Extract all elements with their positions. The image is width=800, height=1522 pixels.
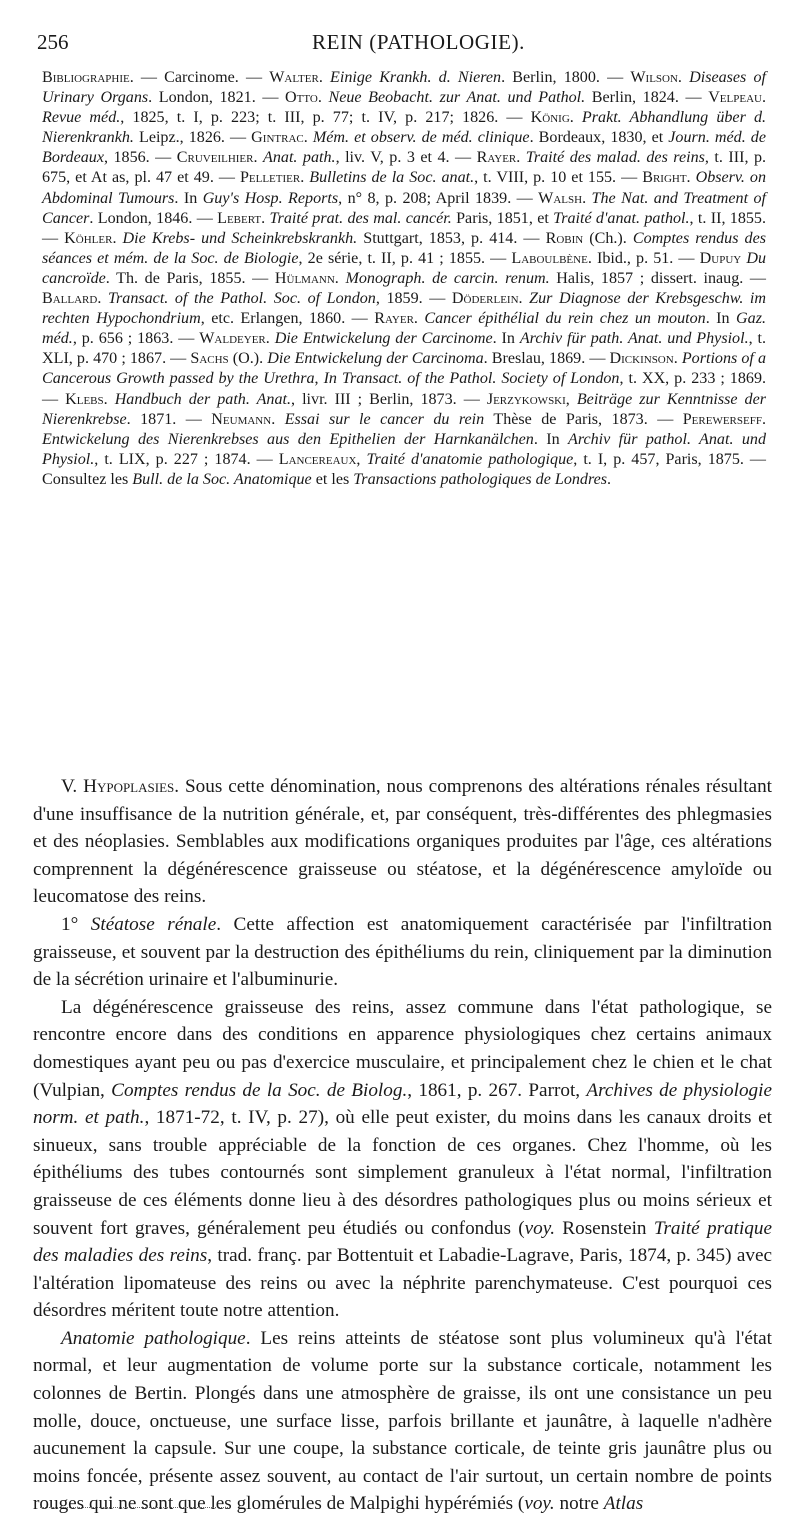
bibliography-text: Paris, 1851, et: [451, 209, 554, 227]
bibliography-text: . In: [492, 330, 520, 348]
bibliography-author: König: [530, 109, 570, 127]
bibliography-author: Döderlein: [451, 290, 519, 308]
bibliography-text: ,: [565, 390, 577, 408]
bibliography-text: , 1859. —: [375, 290, 452, 308]
bibliography-title: Transactions pathologiques de Londres: [353, 470, 608, 488]
bibliography-text: .: [261, 209, 270, 227]
bibliography-title: Cancer épithélial du rein chez un mouton: [424, 310, 706, 328]
bibliography-text: , liv. V, p. 3 et 4. —: [335, 149, 477, 167]
subsection-heading: Anatomie pathologique: [61, 1327, 246, 1349]
bibliography-text: . In: [533, 430, 568, 448]
bibliography-title: Entwickelung des Nierenkrebses aus den Epithelien der Harnkanälchen: [42, 430, 534, 448]
bibliography-text: . In: [174, 189, 203, 207]
paragraph-text: , trad. franç. par Bottentuit et Labadie-Lagrave, Paris, 1874, p. 345) avec l'altération lipomateuse des reins ou avec la néphrite parenchymateuse. C'est pourquoi ces désordres méritent toute notre attention.: [33, 1245, 773, 1322]
bibliography-text: .: [677, 69, 690, 86]
subsection-number: 1°: [61, 913, 91, 935]
bibliography-author: Bright: [642, 169, 687, 187]
bibliography-title: Handbuch der path. Anat.: [114, 390, 292, 408]
bibliography-entry: [64, 230, 545, 247]
bibliography-text: . Ibid., p. 51. —: [587, 249, 700, 267]
bibliography-text: . In: [705, 310, 737, 328]
bibliography-text: . 1871. —: [126, 410, 212, 428]
bibliography-entry: [199, 330, 520, 347]
bibliography-title: Einige Krankh. d. Nieren: [330, 69, 502, 86]
bibliography-text: .: [112, 229, 123, 247]
bibliography-author: Ballard: [42, 290, 98, 308]
bibliography-text: .: [673, 350, 682, 368]
bibliography-title: Traité d'anatomie pathologique: [366, 450, 574, 468]
bibliography-author: Gintrac: [251, 129, 304, 147]
bibliography-title: Die Entwickelung der Carcinome: [274, 330, 493, 348]
bibliography-title: Die Krebs- und Scheinkrebskrankh.: [122, 229, 358, 247]
bibliography-entry: [217, 210, 553, 227]
bibliography-entry: [177, 149, 477, 166]
bibliography-title: Zur Diagnose der Krebsgeschw. im rechten Hypochondrium: [42, 290, 767, 328]
bibliography-title: Observ. on Abdominal Tumours: [42, 169, 767, 207]
bibliography-entry: [269, 69, 630, 86]
bibliography-text: (Ch.).: [583, 229, 633, 247]
bibliography-title: Bulletins de la Soc. anat.: [309, 169, 475, 187]
bibliography-text: , 1825, t. I, p. 223; t. III, p. 77; t. IV, p. 217; 1826. —: [120, 109, 531, 127]
bibliography-text: , t. XLI, p. 470 ; 1867. —: [42, 330, 767, 368]
bibliography-entry: [240, 169, 642, 186]
bibliography-entry: [374, 310, 736, 327]
subsection-heading: Stéatose rénale: [90, 913, 217, 935]
citation-title: Archives de physiologie norm. et path.: [33, 1079, 772, 1129]
bibliography-label: Bibliographie: [42, 69, 130, 86]
bibliography-text: .: [317, 89, 329, 107]
bibliography-title: Archiv für pathol. Anat. und Physiol.: [42, 430, 766, 468]
bibliography-text: Berlin, 1824. —: [585, 89, 709, 107]
bibliography-text: ,: [314, 370, 324, 388]
running-head: [37, 30, 780, 56]
bibliography-text: . Bordeaux, 1830, et: [529, 129, 669, 147]
bibliography-title: Mém. et observ. de méd. clinique: [312, 129, 530, 147]
bibliography-text: .: [518, 290, 530, 308]
bibliography-entry: [511, 250, 699, 267]
bibliography-author: Klebs: [65, 390, 104, 408]
bibliography-text: .: [318, 69, 331, 86]
paragraph-hypoplasies: [33, 773, 772, 911]
bibliography-entry: [275, 270, 766, 287]
bibliography-title: Journ. méd. de Bordeaux: [42, 129, 767, 167]
bibliography-text: , etc. Erlangen, 1860. —: [200, 310, 375, 328]
bibliography-text: .: [761, 89, 767, 107]
bibliography-author: Waldeyer: [199, 330, 266, 348]
bibliography-text: Thèse de Paris, 1873. —: [484, 410, 683, 428]
paragraph-text: La dégénérescence graisseuse des reins, assez commune dans l'état pathologique, se rencontre encore dans des conditions en apparence physiologiques chez certains animaux domestiques ayant peu ou pas d'exercice musculaire, et principalement chez le chien et le chat (Vulpian,: [33, 996, 772, 1101]
bibliography-text: , t. VIII, p. 10 et 155. —: [474, 169, 643, 187]
bibliography-text: , t. LIX, p. 227 ; 1874. —: [94, 450, 279, 468]
bibliography-title: Die Entwickelung der Carcinoma: [267, 350, 484, 368]
bibliography-text: . Breslau, 1869. —: [483, 350, 610, 368]
bibliography-entry: [353, 471, 611, 488]
bibliography-title: Anat. path.: [263, 149, 336, 167]
bibliography-text: .: [271, 410, 285, 428]
bibliography-text: .: [516, 149, 526, 167]
bibliography-text: , p. 656 ; 1863. —: [72, 330, 200, 348]
bibliography-entry: [211, 411, 682, 428]
bibliography-author: Laboulbène: [511, 249, 588, 267]
bibliography-text: . London, 1846. —: [89, 209, 218, 227]
bibliography-author: Robin: [545, 229, 584, 247]
citation-title: Traité pratique des maladies des reins: [33, 1217, 773, 1267]
bibliography-text: , t. III, p. 675, et At as, pl. 47 et 49. —: [42, 149, 767, 187]
paragraph-steatose: [33, 911, 772, 994]
bibliography-title: Du cancroïde: [42, 249, 766, 287]
bibliography-text: ,: [356, 450, 367, 468]
bibliography-title: Transact. of the Pathol. Soc. of London: [107, 290, 376, 308]
bibliography-text: . Berlin, 1800. —: [501, 69, 631, 86]
bibliography-author: Wilson: [630, 69, 678, 86]
bibliography-text: . — Carcinome. —: [129, 69, 270, 86]
citation-title: voy.: [524, 1493, 555, 1515]
bibliography-entry: [203, 190, 538, 207]
bibliography-author: Dupuy: [699, 249, 742, 267]
bibliography-author: Hülmann: [274, 269, 335, 287]
citation-title: Comptes rendus de la Soc. de Biolog.: [111, 1079, 408, 1101]
running-title: REIN (PATHOLOGIE).: [312, 30, 526, 54]
paragraph-text: . Les reins atteints de stéatose sont plus volumineux qu'à l'état normal, et leur augmentation de volume porte sur la substance corticale, notamment les colonnes de Bertin. Plongés dans une atmosphère de graisse, ils ont une consistance un peu molle, douce, onctueuse, une surface lisse, parfois brillante et jaunâtre, à laquelle n'adhère aucunement la capsule. Sur une coupe, la substance corticale, de teinte gris jaunâtre plus ou moins foncée, présente assez souvent, au contact de l'air surtout, un certain nombre de points rouges qui ne sont que les glomérules de Malpighi hypérémiés (: [33, 1327, 773, 1515]
bibliography-block: [42, 68, 766, 490]
bibliography-text: .: [686, 169, 696, 187]
section-lead: V.: [61, 776, 84, 797]
bibliography-title: Comptes rendus des séances et mém. de la Soc. de Biologie: [42, 229, 766, 267]
bibliography-text: , n° 8, p. 208; April 1839. —: [338, 189, 539, 207]
bibliography-entry: [251, 129, 668, 146]
section-hypoplasies: [33, 773, 772, 1518]
bibliography-title: In Transact. of the Pathol. Society of London: [323, 370, 620, 388]
bibliography-text: .: [265, 330, 275, 348]
section-heading: Hypoplasies: [83, 776, 175, 797]
bibliography-text: (O.).: [228, 350, 268, 368]
bibliography-title: Traité d'anat. pathol.: [553, 209, 690, 227]
bibliography-author: Lebert: [217, 209, 262, 227]
footer-rule: [40, 1507, 230, 1508]
bibliography-title: Monograph. de carcin. renum.: [345, 269, 550, 287]
bibliography-title: Traité des malad. des reins: [525, 149, 705, 167]
bibliography-text: Leipz., 1826. —: [133, 129, 252, 147]
bibliography-title: Traité prat. des mal. cancér.: [269, 209, 452, 227]
paragraph-anatomie: [33, 1325, 772, 1518]
bibliography-text: .: [103, 390, 115, 408]
bibliography-text: .: [300, 169, 310, 187]
bibliography-entry: [132, 471, 353, 488]
bibliography-text: .: [607, 470, 612, 488]
citation-title: voy.: [524, 1217, 555, 1239]
paragraph-degenerescence: [33, 994, 772, 1325]
bibliography-title: Diseases of Urinary Organs: [42, 69, 767, 107]
bibliography-author: Rayer: [374, 310, 414, 328]
bibliography-title: Guy's Hosp. Reports: [202, 189, 339, 207]
paragraph-text: Rosenstein: [555, 1217, 654, 1239]
bibliography-text: . Th. de Paris, 1855. —: [105, 269, 275, 287]
bibliography-entry: [42, 290, 452, 307]
bibliography-text: , t. II, 1855. —: [42, 209, 767, 247]
page-number: 256: [37, 30, 69, 54]
bibliography-author: Neumann: [211, 410, 272, 428]
bibliography-author: Köhler: [64, 229, 113, 247]
bibliography-title: Prakt. Abhandlung über d. Nierenkrankh.: [42, 109, 767, 147]
bibliography-title: Bull. de la Soc. Anatomique: [132, 470, 312, 488]
bibliography-text: .: [569, 109, 582, 127]
bibliography-author: Velpeau: [708, 89, 762, 107]
bibliography-author: Rayer: [476, 149, 517, 167]
paragraph-text: . Sous cette dénomination, nous comprenons des altérations rénales résultant d'une insuffisance de la nutrition générale, et, par conséquent, très-différentes des phlegmasies et des néoplasies. Semblables aux modifications organiques produites par l'âge, ces altérations comprennent la dégénérescence graisseuse ou stéatose, et la dégénérescence amyloïde ou leucomatose des reins.: [33, 776, 772, 908]
bibliography-text: .: [582, 189, 592, 207]
bibliography-text: . London, 1821. —: [148, 89, 286, 107]
bibliography-entry: [42, 69, 269, 86]
bibliography-author: Walter: [269, 69, 319, 86]
bibliography-title: Portions of a Cancerous Growth passed by the Urethra: [42, 350, 767, 388]
bibliography-text: .: [303, 129, 313, 147]
bibliography-author: Dickinson: [609, 350, 674, 368]
bibliography-text: , 2e série, t. II, p. 41 ; 1855. —: [298, 249, 512, 267]
bibliography-text: Stuttgart, 1853, p. 414. —: [357, 229, 546, 247]
bibliography-text: , 1856. —: [103, 149, 177, 167]
bibliography-text: , livr. III ; Berlin, 1873. —: [291, 390, 487, 408]
bibliography-text: .: [334, 269, 346, 287]
paragraph-text: notre: [554, 1493, 604, 1515]
bibliography-title: The Nat. and Treatment of Cancer: [42, 189, 766, 227]
bibliography-author: Lancereaux: [278, 450, 357, 468]
bibliography-text: , t. I, p. 457, Paris, 1875. — Consultez les: [42, 450, 767, 488]
bibliography-text: Halis, 1857 ; dissert. inaug. —: [549, 269, 767, 287]
bibliography-author: Cruveilhier: [176, 149, 254, 167]
bibliography-title: Beiträge zur Kenntnisse der Nierenkrebse: [42, 390, 766, 428]
bibliography-author: Otto: [285, 89, 318, 107]
bibliography-entry: [65, 391, 487, 408]
paragraph-text: , 1861, p. 267. Parrot,: [407, 1079, 587, 1101]
bibliography-author: Sachs: [190, 350, 229, 368]
bibliography-text: .: [253, 149, 264, 167]
bibliography-text: .: [413, 310, 425, 328]
citation-title: Atlas: [603, 1493, 644, 1515]
bibliography-title: Essai sur le cancer du rein: [284, 410, 485, 428]
bibliography-author: Perewerseff: [682, 410, 762, 428]
bibliography-title: Neue Beobacht. zur Anat. und Pathol.: [328, 89, 586, 107]
bibliography-entry: [190, 350, 609, 367]
paragraph-text: . Cette affection est anatomiquement caractérisée par l'infiltration graisseuse, et souvent par la destruction des épithéliums du rein, cliniquement par la diminution de la sécrétion urinaire et l'albuminurie.: [33, 913, 772, 991]
bibliography-entry: [285, 89, 708, 106]
bibliography-title: Archiv für path. Anat. und Physiol.: [519, 330, 749, 348]
bibliography-text: .: [761, 410, 767, 428]
bibliography-author: Jerzykowski: [486, 390, 566, 408]
bibliography-title: Revue méd.: [42, 109, 121, 127]
bibliography-title: Gaz. méd.: [42, 310, 766, 348]
bibliography-author: Walsh: [538, 189, 583, 207]
bibliography-author: Pelletier: [239, 169, 301, 187]
paragraph-text: , 1871-72, t. IV, p. 27), où elle peut exister, du moins dans les canaux droits et sinueux, sans trouble appréciable de la fonction de ces organes. Chez l'homme, où les épithéliums des tubes contournés sont simplement granuleux à l'état normal, l'infiltration graisseuse de ces éléments donne lieu à des désordres pathologiques plus ou moins sérieux et souvent fort graves, généralement peu étudiés ou confondus (: [33, 1107, 772, 1239]
bibliography-text: et les: [311, 470, 354, 488]
bibliography-text: , t. XX, p. 233 ; 1869. —: [42, 370, 767, 408]
bibliography-text: .: [97, 290, 108, 308]
